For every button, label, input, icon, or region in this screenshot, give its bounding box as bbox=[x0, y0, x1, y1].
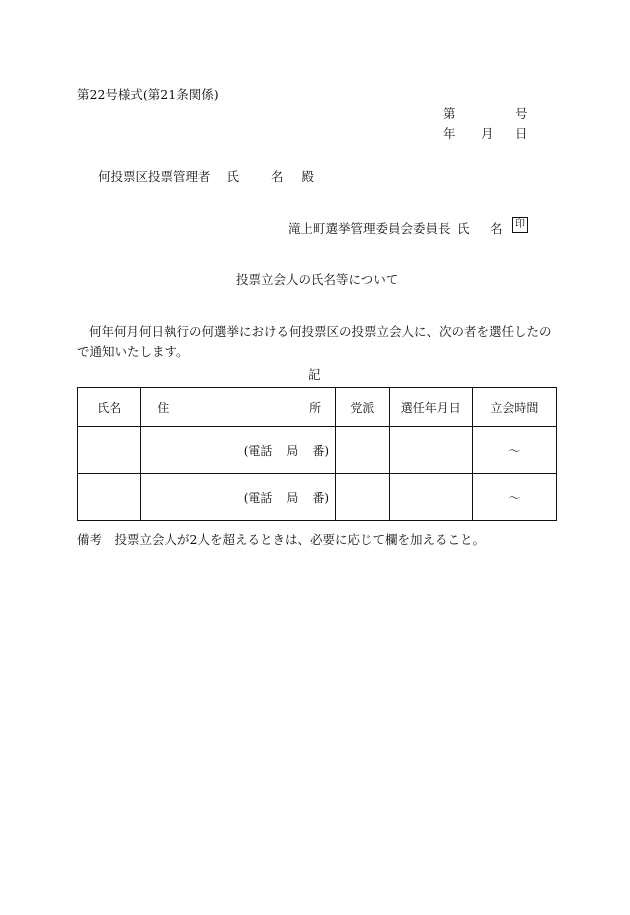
phone-kyoku: 局 bbox=[286, 443, 299, 458]
cell-appointed-date bbox=[389, 427, 472, 474]
sender-name-b: 名 bbox=[490, 221, 503, 236]
addressee-honorific: 殿 bbox=[301, 169, 315, 184]
cell-address bbox=[141, 427, 336, 474]
header-party: 党派 bbox=[336, 388, 390, 427]
document-number-suffix: 号 bbox=[515, 106, 528, 121]
addressee-name-a: 氏 bbox=[226, 169, 240, 184]
cell-appointed-date bbox=[389, 474, 472, 521]
addressee bbox=[98, 167, 320, 185]
header-name: 氏名 bbox=[78, 388, 141, 427]
table-row bbox=[78, 427, 557, 474]
cell-party bbox=[336, 474, 390, 521]
ki-marker: 記 bbox=[308, 367, 321, 382]
phone-open: (電話 bbox=[243, 443, 273, 458]
date-year: 年 bbox=[443, 126, 456, 141]
table-header-row bbox=[78, 388, 557, 427]
body-paragraph: 何年何月何日執行の何選挙における何投票区の投票立会人に、次の者を選任したので通知いたします。 bbox=[77, 324, 552, 359]
addressee-office: 何投票区投票管理者 bbox=[98, 169, 211, 184]
header-address bbox=[141, 388, 336, 427]
header-address-a: 住 bbox=[157, 400, 170, 415]
phone-ban: 番) bbox=[312, 443, 330, 458]
date-month: 月 bbox=[481, 126, 494, 141]
sender-office: 滝上町選挙管理委員会委員長 bbox=[288, 221, 451, 236]
header-address-b: 所 bbox=[309, 400, 322, 415]
cell-address bbox=[141, 474, 336, 521]
cell-name bbox=[78, 474, 141, 521]
sender-name-a: 氏 bbox=[457, 221, 470, 236]
seal-stamp: 印 bbox=[512, 217, 528, 233]
phone-kyoku: 局 bbox=[286, 490, 299, 505]
addressee-name-b: 名 bbox=[271, 169, 284, 184]
observer-table bbox=[77, 387, 557, 521]
header-appointed-date: 選任年月日 bbox=[389, 388, 472, 427]
header-hours: 立会時間 bbox=[472, 388, 556, 427]
remarks-note: 備考 投票立会人が2人を超えるときは、必要に応じて欄を加えること。 bbox=[77, 532, 485, 547]
cell-party bbox=[336, 427, 390, 474]
form-reference: 第22号様式(第21条関係) bbox=[77, 87, 219, 102]
document-subject: 投票立会人の氏名等について bbox=[236, 272, 399, 287]
phone-open: (電話 bbox=[243, 490, 273, 505]
document-number-label: 第 bbox=[443, 106, 456, 121]
cell-name bbox=[78, 427, 141, 474]
phone-ban: 番) bbox=[312, 490, 330, 505]
date-day: 日 bbox=[515, 126, 528, 141]
cell-hours: ～ bbox=[472, 474, 556, 521]
cell-hours: ～ bbox=[472, 427, 556, 474]
table-row bbox=[78, 474, 557, 521]
